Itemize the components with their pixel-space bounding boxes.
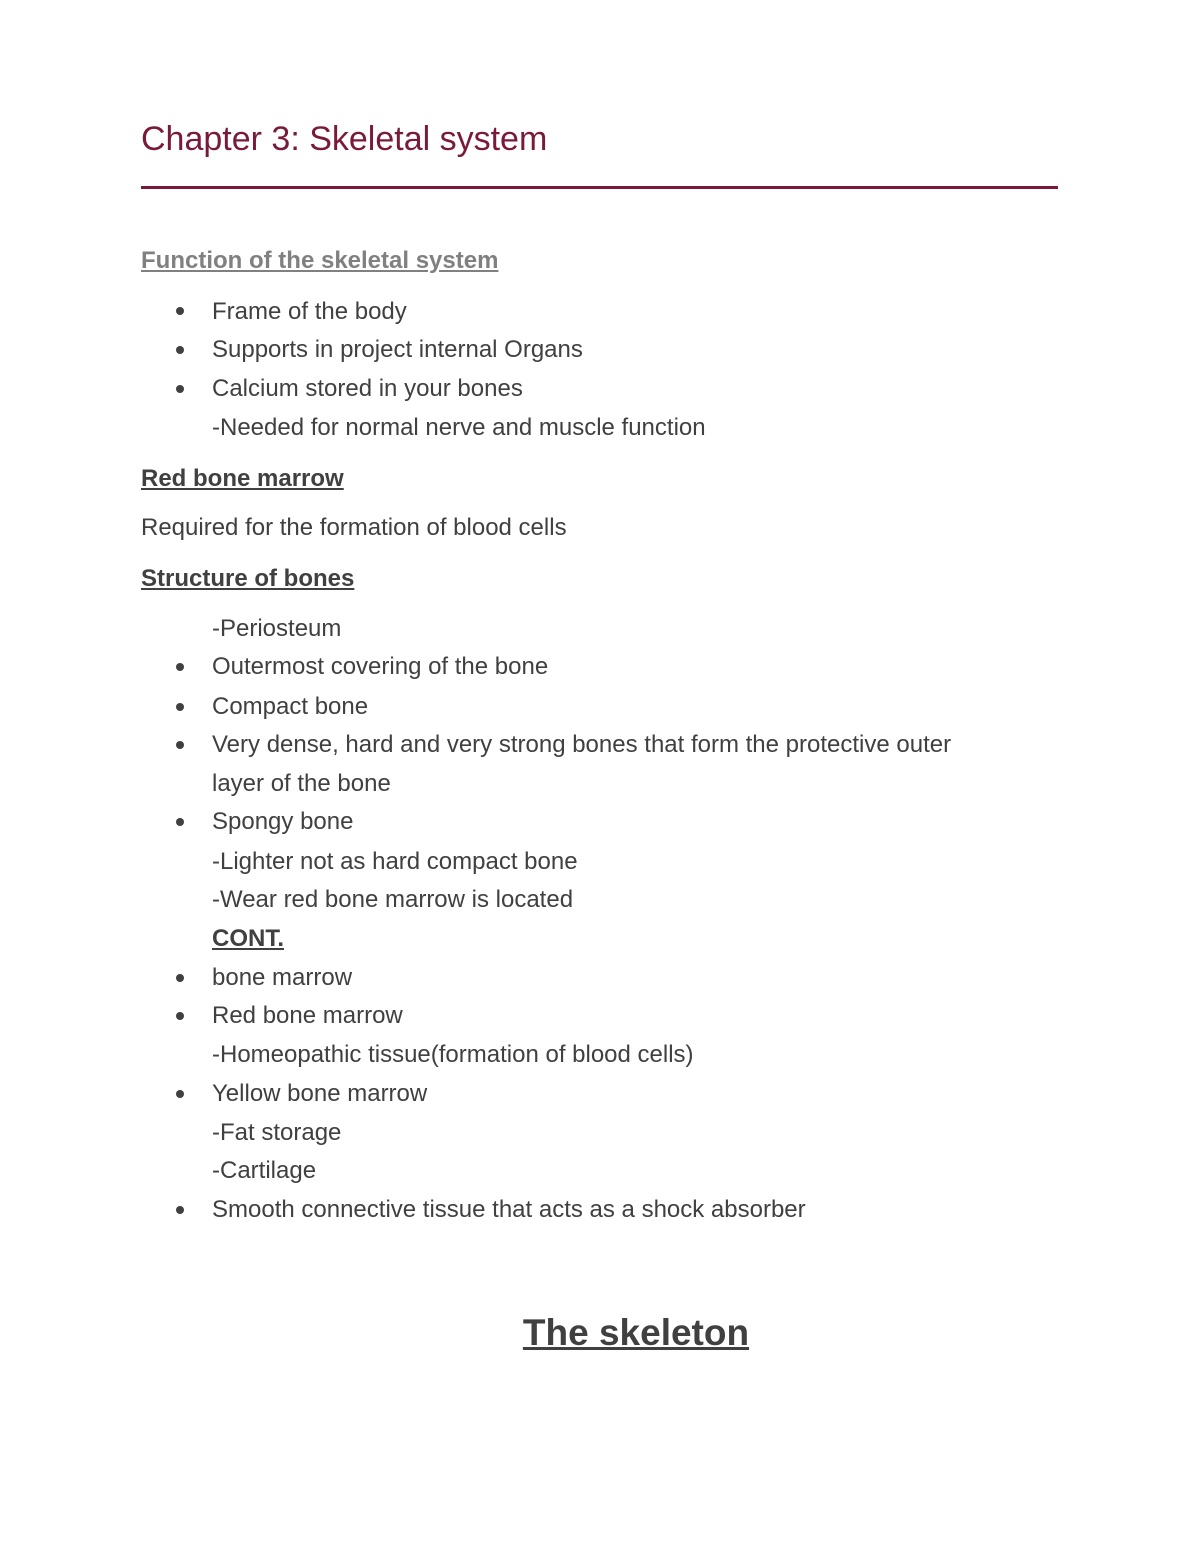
paragraph: Required for the formation of blood cells: [141, 514, 567, 541]
list-item: Smooth connective tissue that acts as a shock absorber: [212, 1196, 806, 1223]
list-subnote: -Homeopathic tissue(formation of blood cells): [212, 1041, 694, 1068]
bullet-icon: [176, 385, 184, 393]
list-item: Supports in project internal Organs: [212, 336, 583, 363]
list-subnote: -Lighter not as hard compact bone: [212, 848, 578, 875]
list-item: Calcium stored in your bones: [212, 375, 523, 402]
list-item: Spongy bone: [212, 808, 354, 835]
list-item: Frame of the body: [212, 298, 407, 325]
list-subnote: -Wear red bone marrow is located: [212, 886, 574, 913]
bullet-icon: [176, 974, 184, 982]
section-title-skeleton: The skeleton: [522, 1312, 750, 1353]
list-item-continuation: layer of the bone: [212, 770, 391, 797]
list-item: bone marrow: [212, 964, 353, 991]
bullet-icon: [176, 1090, 184, 1098]
list-subnote: -Needed for normal nerve and muscle function: [212, 414, 706, 441]
list-subnote: -Cartilage: [212, 1157, 317, 1184]
bullet-icon: [176, 818, 184, 826]
title-divider: [141, 186, 1058, 189]
list-item: Red bone marrow: [212, 1002, 403, 1029]
list-item: Outermost covering of the bone: [212, 653, 549, 680]
list-subnote: -Periosteum: [212, 615, 342, 642]
list-subnote: -Fat storage: [212, 1119, 342, 1146]
page-title: Chapter 3: Skeletal system: [141, 120, 548, 158]
list-item: Compact bone: [212, 693, 369, 720]
bullet-icon: [176, 1206, 184, 1214]
bullet-icon: [176, 1012, 184, 1020]
bullet-icon: [176, 663, 184, 671]
section-heading-function: Function of the skeletal system: [141, 247, 499, 274]
bullet-icon: [176, 741, 184, 749]
section-heading-structure: Structure of bones: [141, 565, 355, 592]
bullet-icon: [176, 346, 184, 354]
section-heading-red-marrow: Red bone marrow: [141, 465, 344, 492]
cont-label: CONT.: [212, 925, 284, 952]
bullet-icon: [176, 703, 184, 711]
bullet-icon: [176, 307, 184, 315]
list-item: Very dense, hard and very strong bones that form the protective outer: [212, 731, 952, 758]
list-item: Yellow bone marrow: [212, 1080, 428, 1107]
